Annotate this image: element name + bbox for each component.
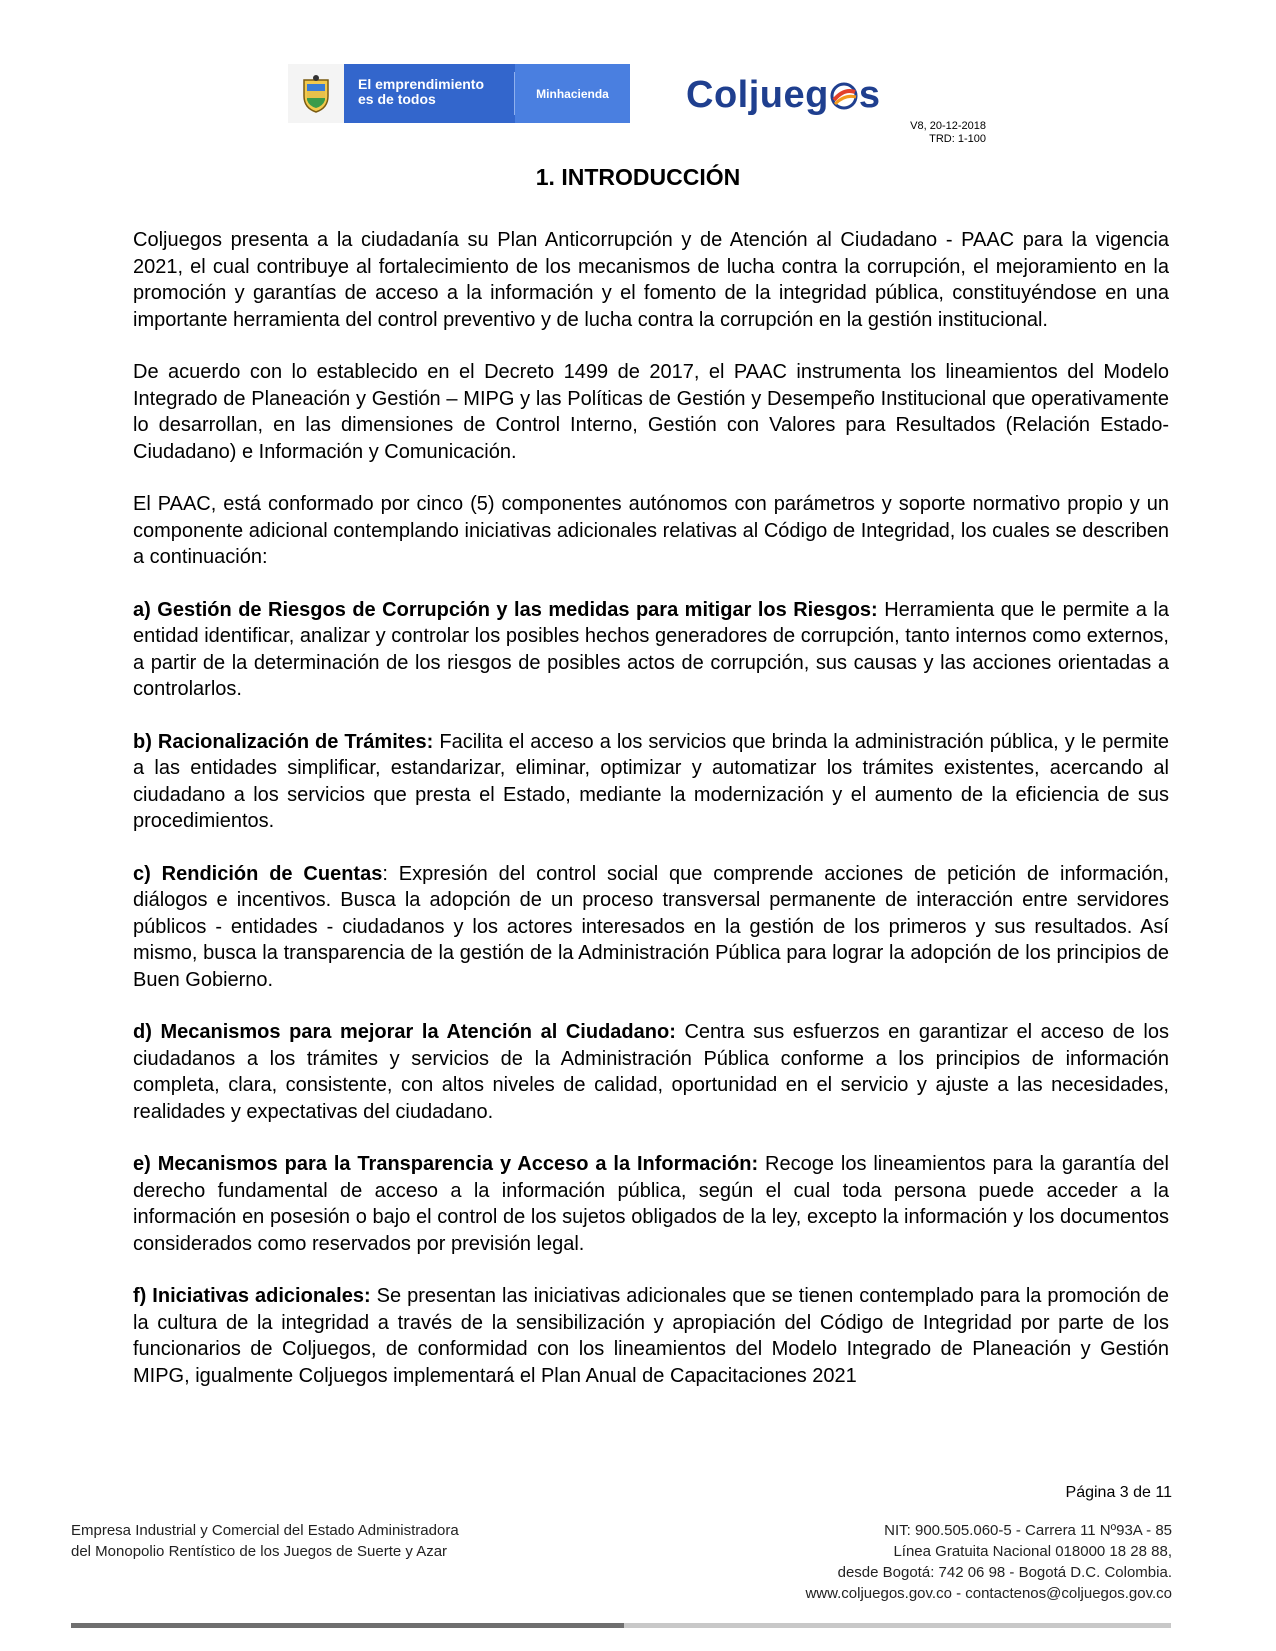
component-d-label: d) Mecanismos para mejorar la Atención al Ciudadano: bbox=[133, 1021, 676, 1043]
footer-company bbox=[71, 1520, 459, 1562]
footer-nit-address: NIT: 900.505.060-5 - Carrera 11 Nº93A - 85 bbox=[884, 1522, 1172, 1539]
component-d bbox=[133, 1019, 1169, 1125]
footer-divider-light bbox=[624, 1623, 1171, 1628]
component-b bbox=[133, 729, 1169, 835]
footer-divider-dark bbox=[71, 1623, 624, 1628]
document-version bbox=[910, 120, 986, 146]
ministry-label: Minhacienda bbox=[515, 64, 630, 123]
footer-contact bbox=[805, 1520, 1172, 1604]
component-e-label: e) Mecanismos para la Transparencia y Acceso a la Información: bbox=[133, 1153, 759, 1175]
footer-toll-free: Línea Gratuita Nacional 018000 18 28 88, bbox=[893, 1543, 1172, 1560]
footer-company-line2: del Monopolio Rentístico de los Juegos de Suerte y Azar bbox=[71, 1543, 448, 1560]
component-f-label: f) Iniciativas adicionales: bbox=[133, 1285, 371, 1307]
component-c-label: c) Rendición de Cuentas bbox=[133, 862, 383, 885]
footer-company-line1: Empresa Industrial y Comercial del Estado Administradora bbox=[71, 1522, 459, 1539]
component-a-label: a) Gestión de Riesgos de Corrupción y las medidas para mitigar los Riesgos: bbox=[133, 598, 878, 621]
trd-code: TRD: 1-100 bbox=[929, 133, 986, 145]
coljuegos-logo bbox=[686, 70, 880, 120]
component-f bbox=[133, 1283, 1169, 1389]
component-d-text: Centra sus esfuerzos en garantizar el acceso de los ciudadanos a los trámites y servicios de la Administración Pública conforme a los principios de información completa, clara, consistente, con altos niveles de calidad, oportunidad en el servicio y ajuste a las necesidades, realidades y expectativas del ciudadano. bbox=[133, 1021, 1169, 1123]
component-e-text: Recoge los lineamientos para la garantía del derecho fundamental de acceso a la información pública, según el cual toda persona puede acceder a la información en posesión o bajo el control de los sujetos obligados de la ley, excepto la información y los documentos considerados como reservados por previsión legal. bbox=[133, 1153, 1170, 1255]
page-number: Página 3 de 11 bbox=[1065, 1484, 1172, 1501]
intro-paragraph-2: De acuerdo con lo establecido en el Decreto 1499 de 2017, el PAAC instrumenta los lineamientos del Modelo Integrado de Planeación y Gestión – MIPG y las Políticas de Gestión y Desempeño Institucional que operativamente lo desarrollan, en las dimensiones de Control Interno, Gestión con Valores para Resultados (Relación Estado-Ciudadano) e Información y Comunicación. bbox=[133, 361, 1169, 463]
section-title: 1. INTRODUCCIÓN bbox=[535, 164, 741, 190]
component-a bbox=[133, 597, 1169, 703]
component-a-text: Herramienta que le permite a la entidad identificar, analizar y controlar los posibles hechos generadores de corrupción, tanto internos como externos, a partir de la determinación de los riesgos de posibles actos de corrupción, sus causas y las acciones orientadas a controlarlos. bbox=[133, 598, 1169, 700]
brand-ball-icon bbox=[829, 80, 859, 110]
brand-suffix: s bbox=[858, 73, 881, 116]
version-date: V8, 20-12-2018 bbox=[910, 120, 986, 132]
component-c bbox=[133, 861, 1169, 994]
footer-web-email: www.coljuegos.gov.co - contactenos@coljuegos.gov.co bbox=[805, 1585, 1172, 1602]
brand-name: Coljueg bbox=[686, 73, 829, 116]
intro-paragraph-3: El PAAC, está conformado por cinco (5) componentes autónomos con parámetros y soporte normativo propio y un componente adicional contemplando iniciativas adicionales relativas al Código de Integridad, los cuales se describen a continuación: bbox=[133, 493, 1169, 568]
gov-slogan bbox=[344, 64, 514, 123]
component-b-text: Facilita el acceso a los servicios que brinda la administración pública, y le permite a las entidades simplificar, estandarizar, eliminar, optimizar y automatizar los trámites existentes, acercando al ciudadano a los servicios que presta el Estado, mediante la modernización y el aumento de la eficiencia de sus procedimientos. bbox=[133, 730, 1169, 832]
component-b-label: b) Racionalización de Trámites: bbox=[133, 730, 434, 753]
component-e bbox=[133, 1151, 1169, 1257]
document-body bbox=[133, 227, 1169, 1389]
gov-slogan-line1: El emprendimiento bbox=[358, 76, 485, 92]
intro-paragraph-1: Coljuegos presenta a la ciudadanía su Plan Anticorrupción y de Atención al Ciudadano - PAAC para la vigencia 2021, el cual contribuye al fortalecimiento de los mecanismos de lucha contra la corrupción, el mejoramiento en la promoción y garantías de acceso a la información y el fomento de la integridad pública, constituyéndose en una importante herramienta del control preventivo y de lucha contra la corrupción en la gestión institucional. bbox=[133, 229, 1169, 331]
gov-slogan-line2: es de todos bbox=[358, 91, 436, 107]
component-c-text: : Expresión del control social que comprende acciones de petición de información, diálogos e incentivos. Busca la adopción de un proceso transversal permanente de interacción entre servidores públicos - entidades - ciudadanos y los actores interesados en la gestión de los primeros y sus resultados. Así mismo, busca la transparencia de la gestión de la Administración Pública para lograr la adopción de los principios de Buen Gobierno. bbox=[133, 862, 1169, 991]
footer-divider bbox=[71, 1623, 1171, 1628]
footer-bogota-phone: desde Bogotá: 742 06 98 - Bogotá D.C. Colombia. bbox=[837, 1564, 1172, 1581]
coat-of-arms-icon bbox=[288, 64, 344, 123]
component-f-text: Se presentan las iniciativas adicionales que se tienen contemplado para la promoción de la cultura de la integridad a través de la sensibilización y apropiación del Código de Integridad por parte de los funcionarios de Coljuegos, de conformidad con los lineamientos del Modelo Integrado de Planeación y Gestión MIPG, igualmente Coljuegos implementará el Plan Anual de Capacitaciones 2021 bbox=[133, 1285, 1170, 1387]
government-logo bbox=[288, 64, 630, 123]
